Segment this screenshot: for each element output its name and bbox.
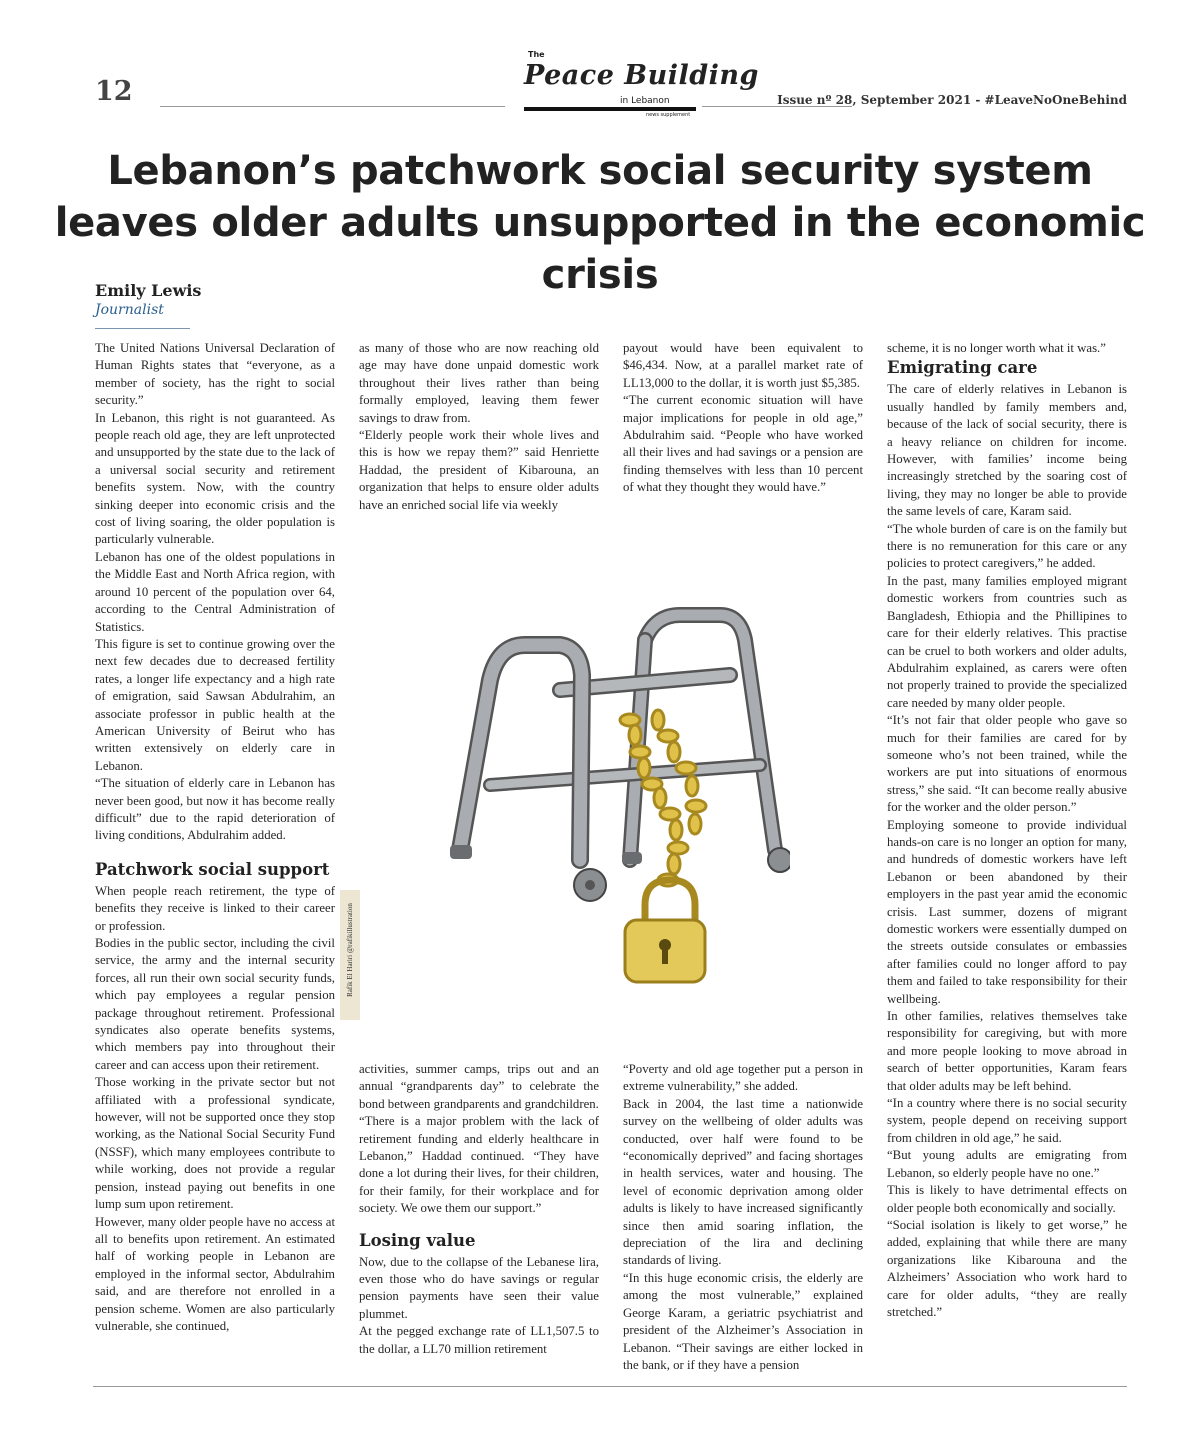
paragraph: payout would have been equivalent to $46,434. Now, at a parallel market rate of LL13,000 to the dollar, it is worth just $5,385. [623,341,863,390]
issue-info: Issue nº 28, September 2021 - #LeaveNoOneBehind [777,93,1127,107]
paragraph: Bodies in the public sector, including the civil service, the army and the internal security forces, all run their own social security funds, which pay employees a regular pension package throughout retirement. Professional syndicates also operate benefits systems, which members pay into throughout their career and can access upon their retirement. [95,936,335,1072]
paragraph: “Poverty and old age together put a person in extreme vulnerability,” she added. [623,1062,863,1094]
masthead-logo [500,50,759,120]
paragraph: “Social isolation is likely to get worse,” he added, explaining that while there are many organizations like Kibarouna and the Alzheimers’ Association who work hard to care for older adults, “they are really stretched.” [887,1217,1127,1319]
paragraph: The care of elderly relatives in Lebanon is usually handled by family members and, because of the lack of social security, there is a heavy reliance on children for income. However, with families’ income being increasingly stretched by the soaring cost of living, they may no longer be able to provide the same levels of care, Karam said. [887,382,1127,519]
walker-frame-back [630,615,775,860]
article-headline: Lebanon’s patchwork social security system leaves older adults unsupported in the economic crisis [54,148,1146,298]
column-3-bottom [623,1061,863,1374]
paragraph: “The whole burden of care is on the family but there is no remuneration for this care or any policies to protect caregivers,” he added. [887,521,1127,571]
section-heading: Losing value [359,1230,476,1250]
wheel [768,848,790,872]
section-heading: Emigrating care [887,358,1038,378]
masthead-tag: news supplement [646,112,691,118]
paragraph: Lebanon has one of the oldest populations in the Middle East and North Africa region, with around 10 percent of the population over 64, according to the Central Administration of Statistics. [95,549,335,634]
paragraph: “The situation of elderly care in Lebanon has never been good, but now it has become really difficult” due to the rapid deterioration of living conditions, Abdulrahim added. [95,776,335,843]
section-heading: Patchwork social support [95,859,330,879]
paragraph: When people reach retirement, the type of benefits they receive is linked to their career or profession. [95,883,335,933]
author-role: Journalist [95,302,164,318]
paragraph: The United Nations Universal Declaration of Human Rights states that “everyone, as a member of society, has the right to social security.” [95,341,335,408]
masthead-bar [524,107,696,111]
paragraph: Employing someone to provide individual hands-on care is no longer an option for many, and hundreds of domestic workers have left Lebanon or been abandoned by their employers in the past year amid the economic crisis. Last summer, dozens of migrant domestic workers were essentially dumped on the streets outside consulates or embassies after families could no longer afford to pay them and failed to take responsibility for their wellbeing. [887,817,1127,1006]
column-1-top [95,340,335,1335]
column-3-top [623,340,863,497]
paragraph: “Elderly people work their whole lives and this is how we repay them?” said Henriette Haddad, the president of Kibarouna, an organization that helps to ensure older adults have an enriched social life via weekly [359,428,599,512]
paragraph: This is likely to have detrimental effects on older people both economically and socially. [887,1183,1127,1215]
paragraph: In the past, many families employed migrant domestic workers from countries such as Bangladesh, Ethiopia and the Phillipines to care for their elderly relatives. This practise can be cruel to both workers and older adults, Abdulrahim explained, as carers were often not properly trained to provide the specialized care needed by many older people. [887,573,1127,710]
paragraph: “But young adults are emigrating from Lebanon, so elderly people have no one.” [887,1148,1127,1180]
paragraph: as many of those who are now reaching old age may have done unpaid domestic work throughout their lives rather than being formally employed, leaving them fewer savings to draw from. [359,341,599,425]
paragraph: At the pegged exchange rate of LL1,507.5 to the dollar, a LL70 million retirement [359,1324,599,1356]
paragraph: Those working in the private sector but not affiliated with a professional syndicate, however, will not be supported once they stop working, as the National Social Security Fund (NSSF), which many employees contribute to while working, does not provide a regular pension, instead paying out benefits in one lump sum upon retirement. [95,1075,335,1212]
illustration-credit-text: Rafik El Hariri @rafikillustration [346,903,354,997]
header-rule-left [160,106,505,107]
paragraph: Back in 2004, the last time a nationwide survey on the wellbeing of older adults was conducted, over half were found to be “economically deprived” and facing shortages in health services, water and housing. The level of economic deprivation among older adults is likely to have increased significantly since then amid soaring inflation, the depreciation of the lira and declining standards of living. [623,1096,863,1268]
paragraph: This figure is set to continue growing over the next few decades due to decreased fertility rates, a longer life expectancy and a high rate of emigration, said Sawsan Abdulrahim, an associate professor in public health at the American University of Beirut who has written extensively on elderly care in Lebanon. [95,636,335,773]
byline-rule [95,328,190,329]
masthead-title: Peace Building [524,60,759,91]
paragraph: “The current economic situation will have major implications for people in old age,” Abdulrahim said. “People who have worked all their lives and had savings or a pension are finding themselves with less than 10 percent of what they thought they would have.” [623,393,863,495]
paragraph: However, many older people have no access at all to benefits upon retirement. An estimated half of working people in Lebanon are employed in the informal sector, Abdulrahim said, and are therefore not enrolled in a pension scheme. Women are also particularly vulnerable, she continued, [95,1214,335,1333]
page-number: 12 [95,76,133,107]
paragraph: “It’s not fair that older people who gave so much for their families are cared for by someone who’s not been trained, while the workers are put into situations of enormous stress,” she said. “It can become really abusive for the worker and the older person.” [887,713,1127,815]
foot-cap [450,845,472,859]
footer-rule [93,1386,1127,1387]
paragraph: In Lebanon, this right is not guaranteed. As people reach old age, they are left unprotected and unsupported by the state due to the lack of a universal social security and retirement benefits system. Now, with the country sinking deeper into economic crisis and the cost of living soaring, the older population is particularly vulnerable. [95,410,335,547]
masthead-the: The [528,50,545,59]
paragraph: “In this huge economic crisis, the elderly are among the most vulnerable,” explained George Karam, a geriatric psychiatrist and president of the Alzheimer’s Association in Lebanon. “Their savings are either locked in the bank, or if they have a pension [623,1270,863,1372]
paragraph: “There is a major problem with the lack of retirement funding and elderly healthcare in Lebanon,” Haddad continued. “They have done a lot during their lives, for their children, for their family, for their workplace and for society. We owe them our support.” [359,1114,599,1216]
author-name: Emily Lewis [95,281,202,300]
paragraph: In other families, relatives themselves take responsibility for caregiving, but with more and more people looking to move abroad in search of better opportunities, Karam fears that older adults may be left behind. [887,1009,1127,1093]
column-2-top [359,340,599,514]
foot-cap [622,852,642,864]
masthead-subtitle: in Lebanon [620,96,670,106]
paragraph: Now, due to the collapse of the Lebanese lira, even those who do have savings or regular pension payments have seen their value plummet. [359,1254,599,1321]
paragraph: “In a country where there is no social security system, people depend on receiving support from children in old age,” he said. [887,1096,1127,1145]
paragraph: scheme, it is no longer worth what it was.” [887,341,1106,355]
illustration-credit [340,890,360,1020]
walker-padlock-illustration [430,560,790,1000]
padlock-icon [625,880,705,982]
paragraph: activities, summer camps, trips out and an annual “grandparents day” to celebrate the bond between grandparents and grandchildren. [359,1062,599,1111]
column-4 [887,340,1127,1321]
column-2-bottom [359,1061,599,1358]
